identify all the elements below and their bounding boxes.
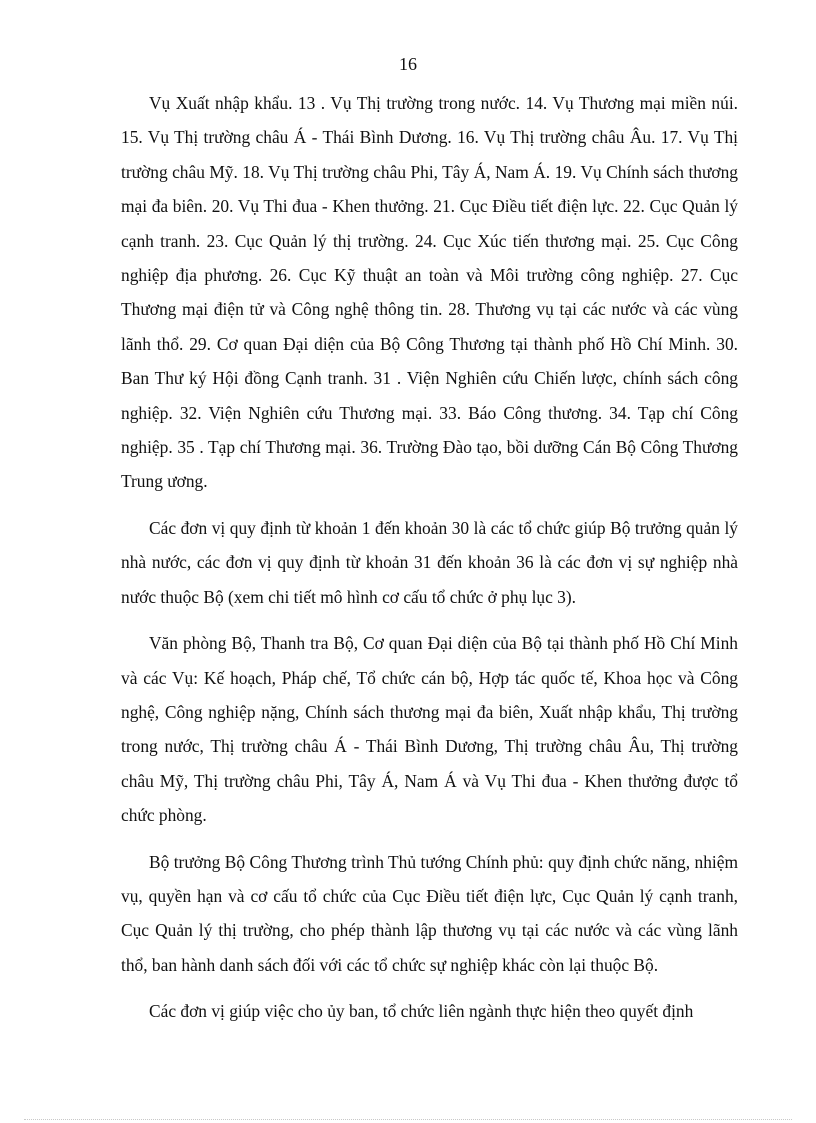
document-body — [121, 86, 738, 1029]
paragraph-units-list: Vụ Xuất nhập khẩu. 13 . Vụ Thị trường trong nước. 14. Vụ Thương mại miền núi. 15. Vụ Thị trường châu Á - Thái Bình Dương. 16. Vụ Thị trường châu Âu. 17. Vụ Thị trường châu Mỹ. 18. Vụ Thị trường châu Phi, Tây Á, Nam Á. 19. Vụ Chính sách thương mại đa biên. 20. Vụ Thi đua - Khen thưởng. 21. Cục Điều tiết điện lực. 22. Cục Quản lý cạnh tranh. 23. Cục Quản lý thị trường. 24. Cục Xúc tiến thương mại. 25. Cục Công nghiệp địa phương. 26. Cục Kỹ thuật an toàn và Môi trường công nghiệp. 27. Cục Thương mại điện tử và Công nghệ thông tin. 28. Thương vụ tại các nước và các vùng lãnh thổ. 29. Cơ quan Đại diện của Bộ Công Thương tại thành phố Hồ Chí Minh. 30. Ban Thư ký Hội đồng Cạnh tranh. 31 . Viện Nghiên cứu Chiến lược, chính sách công nghiệp. 32. Viện Nghiên cứu Thương mại. 33. Báo Công thương. 34. Tạp chí Công nghiệp. 35 . Tạp chí Thương mại. 36. Trường Đào tạo, bồi dưỡng Cán Bộ Công Thương Trung ương. — [121, 93, 738, 492]
page-bottom-divider — [24, 1119, 792, 1120]
page-number: 16 — [399, 54, 417, 74]
paragraph-minister-submission: Bộ trưởng Bộ Công Thương trình Thủ tướng Chính phủ: quy định chức năng, nhiệm vụ, quyền hạn và cơ cấu tổ chức của Cục Điều tiết điện lực, Cục Quản lý cạnh tranh, Cục Quản lý thị trường, cho phép thành lập thương vụ tại các nước và các vùng lãnh thổ, ban hành danh sách đối với các tổ chức sự nghiệp khác còn lại thuộc Bộ. — [121, 851, 738, 975]
paragraph-unit-classification: Các đơn vị quy định từ khoản 1 đến khoản 30 là các tổ chức giúp Bộ trưởng quản lý nhà nước, các đơn vị quy định từ khoản 31 đến khoản 36 là các đơn vị sự nghiệp nhà nước thuộc Bộ (xem chi tiết mô hình cơ cấu tổ chức ở phụ lục 3). — [121, 517, 738, 607]
paragraph-support-units: Các đơn vị giúp việc cho ủy ban, tổ chức liên ngành thực hiện theo quyết định — [149, 1001, 694, 1022]
paragraph-organized-departments: Văn phòng Bộ, Thanh tra Bộ, Cơ quan Đại diện của Bộ tại thành phố Hồ Chí Minh và các Vụ: Kế hoạch, Pháp chế, Tổ chức cán bộ, Hợp tác quốc tế, Khoa học và Công nghệ, Công nghiệp nặng, Chính sách thương mại đa biên, Xuất nhập khẩu, Thị trường trong nước, Thị trường châu Á - Thái Bình Dương, Thị trường châu Âu, Thị trường châu Mỹ, Thị trường châu Phi, Tây Á, Nam Á và Vụ Thi đua - Khen thưởng được tổ chức phòng. — [121, 633, 738, 826]
